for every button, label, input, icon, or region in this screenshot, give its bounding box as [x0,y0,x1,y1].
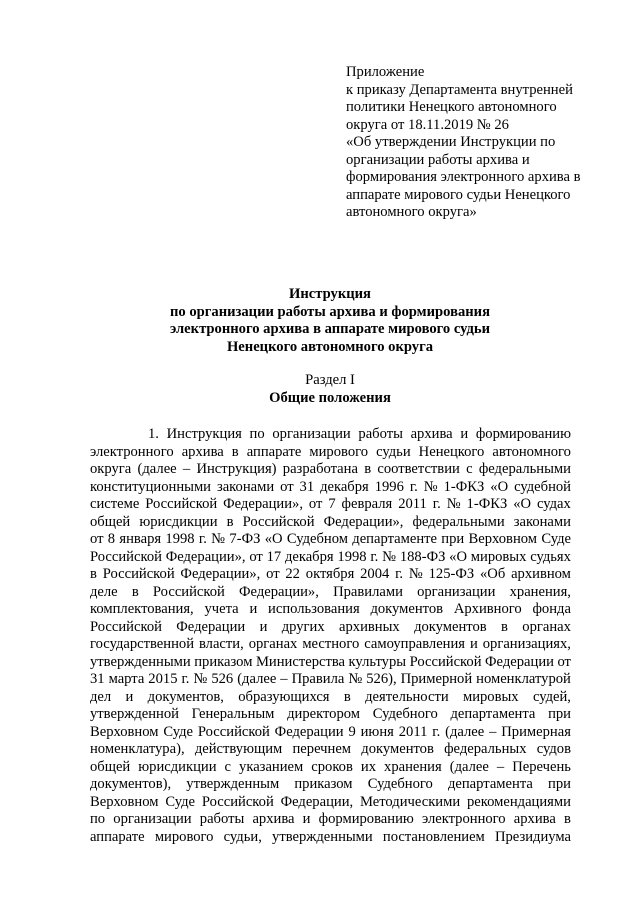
body-line: Российской Федерации и других архивных документов в органах [90,618,571,635]
body-line: Верховном Суде Российской Федерации, Методическими рекомендациями [90,793,571,810]
body-line: комплектования, учета и использования документов Архивного фонда [90,601,571,617]
body-paragraph [90,426,571,846]
appendix-line: организации работы архива и [346,151,530,168]
body-line: электронного архива в аппарате мирового судьи Ненецкого автономного [90,443,571,460]
title-line: Ненецкого автономного округа [226,338,434,355]
section-heading [90,372,570,407]
appendix-line: Приложение [346,64,425,80]
body-line: утвержденными приказом Министерства культуры Российской Федерации от [90,653,571,670]
body-line: общей юрисдикции в Российской Федерации», федеральными законами [90,513,571,530]
body-line: округа (далее – Инструкция) разработана в соответствии с федеральными [90,461,571,477]
body-line: номенклатура), действующим перечнем документов федеральных судов [90,741,571,757]
body-line: документов), утвержденным приказом Судебного департамента при [90,776,571,792]
section-title: Общие положения [269,389,391,406]
body-line: утвержденной Генеральным директором Судебного департамента при [90,706,571,722]
title-line: электронного архива в аппарате мирового судьи [169,321,491,337]
body-line: 1. Инструкция по организации работы архива и формированию [148,426,571,442]
appendix-line: «Об утверждении Инструкции по [346,134,556,150]
body-line: Верховном Суде Российской Федерации 9 июня 2011 г. (далее – Примерная [90,723,571,740]
body-line: конституционными законами от 31 декабря 1996 г. № 1-ФКЗ «О судебной [90,478,571,495]
appendix-line: к приказу Департамента внутренней [346,81,573,98]
body-line: государственной власти, органах местного самоуправления и организациях, [90,636,571,652]
body-line: Российской Федерации», от 17 декабря 1998 г. № 188-ФЗ «О мировых судьях [90,548,571,565]
appendix-line: политики Ненецкого автономного [346,99,557,115]
body-line: дел и документов, образующихся в деятельности мировых судей, [90,688,571,705]
title-line: Инструкция [289,286,371,302]
body-line: 31 марта 2015 г. № 526 (далее – Правила № 526), Примерной номенклатурой [90,671,571,687]
body-line: системе Российской Федерации», от 7 февраля 2011 г. № 1-ФКЗ «О судах [90,496,571,512]
body-line: общей юрисдикции с указанием сроков их хранения (далее – Перечень [90,758,571,775]
body-line: по организации работы архива и формированию электронного архива в [90,811,571,827]
document-title [90,286,570,356]
appendix-line: округа от 18.11.2019 № 26 [346,116,509,133]
body-line: в Российской Федерации», от 22 октября 2004 г. № 125-ФЗ «Об архивном [90,566,571,582]
appendix-line: автономного округа» [346,204,477,220]
appendix-header [346,64,606,222]
body-line: от 8 января 1998 г. № 7-ФЗ «О Судебном департаменте при Верховном Суде [90,531,571,547]
appendix-line: формирования электронного архива в [346,169,581,185]
body-line: аппарате мирового судьи, утвержденными постановлением Президиума [90,828,571,845]
body-line: деле в Российской Федерации», Правилами организации хранения, [90,583,571,600]
title-line: по организации работы архива и формирования [170,303,490,320]
section-number: Раздел I [305,372,355,388]
appendix-line: аппарате мирового судьи Ненецкого [346,186,571,203]
